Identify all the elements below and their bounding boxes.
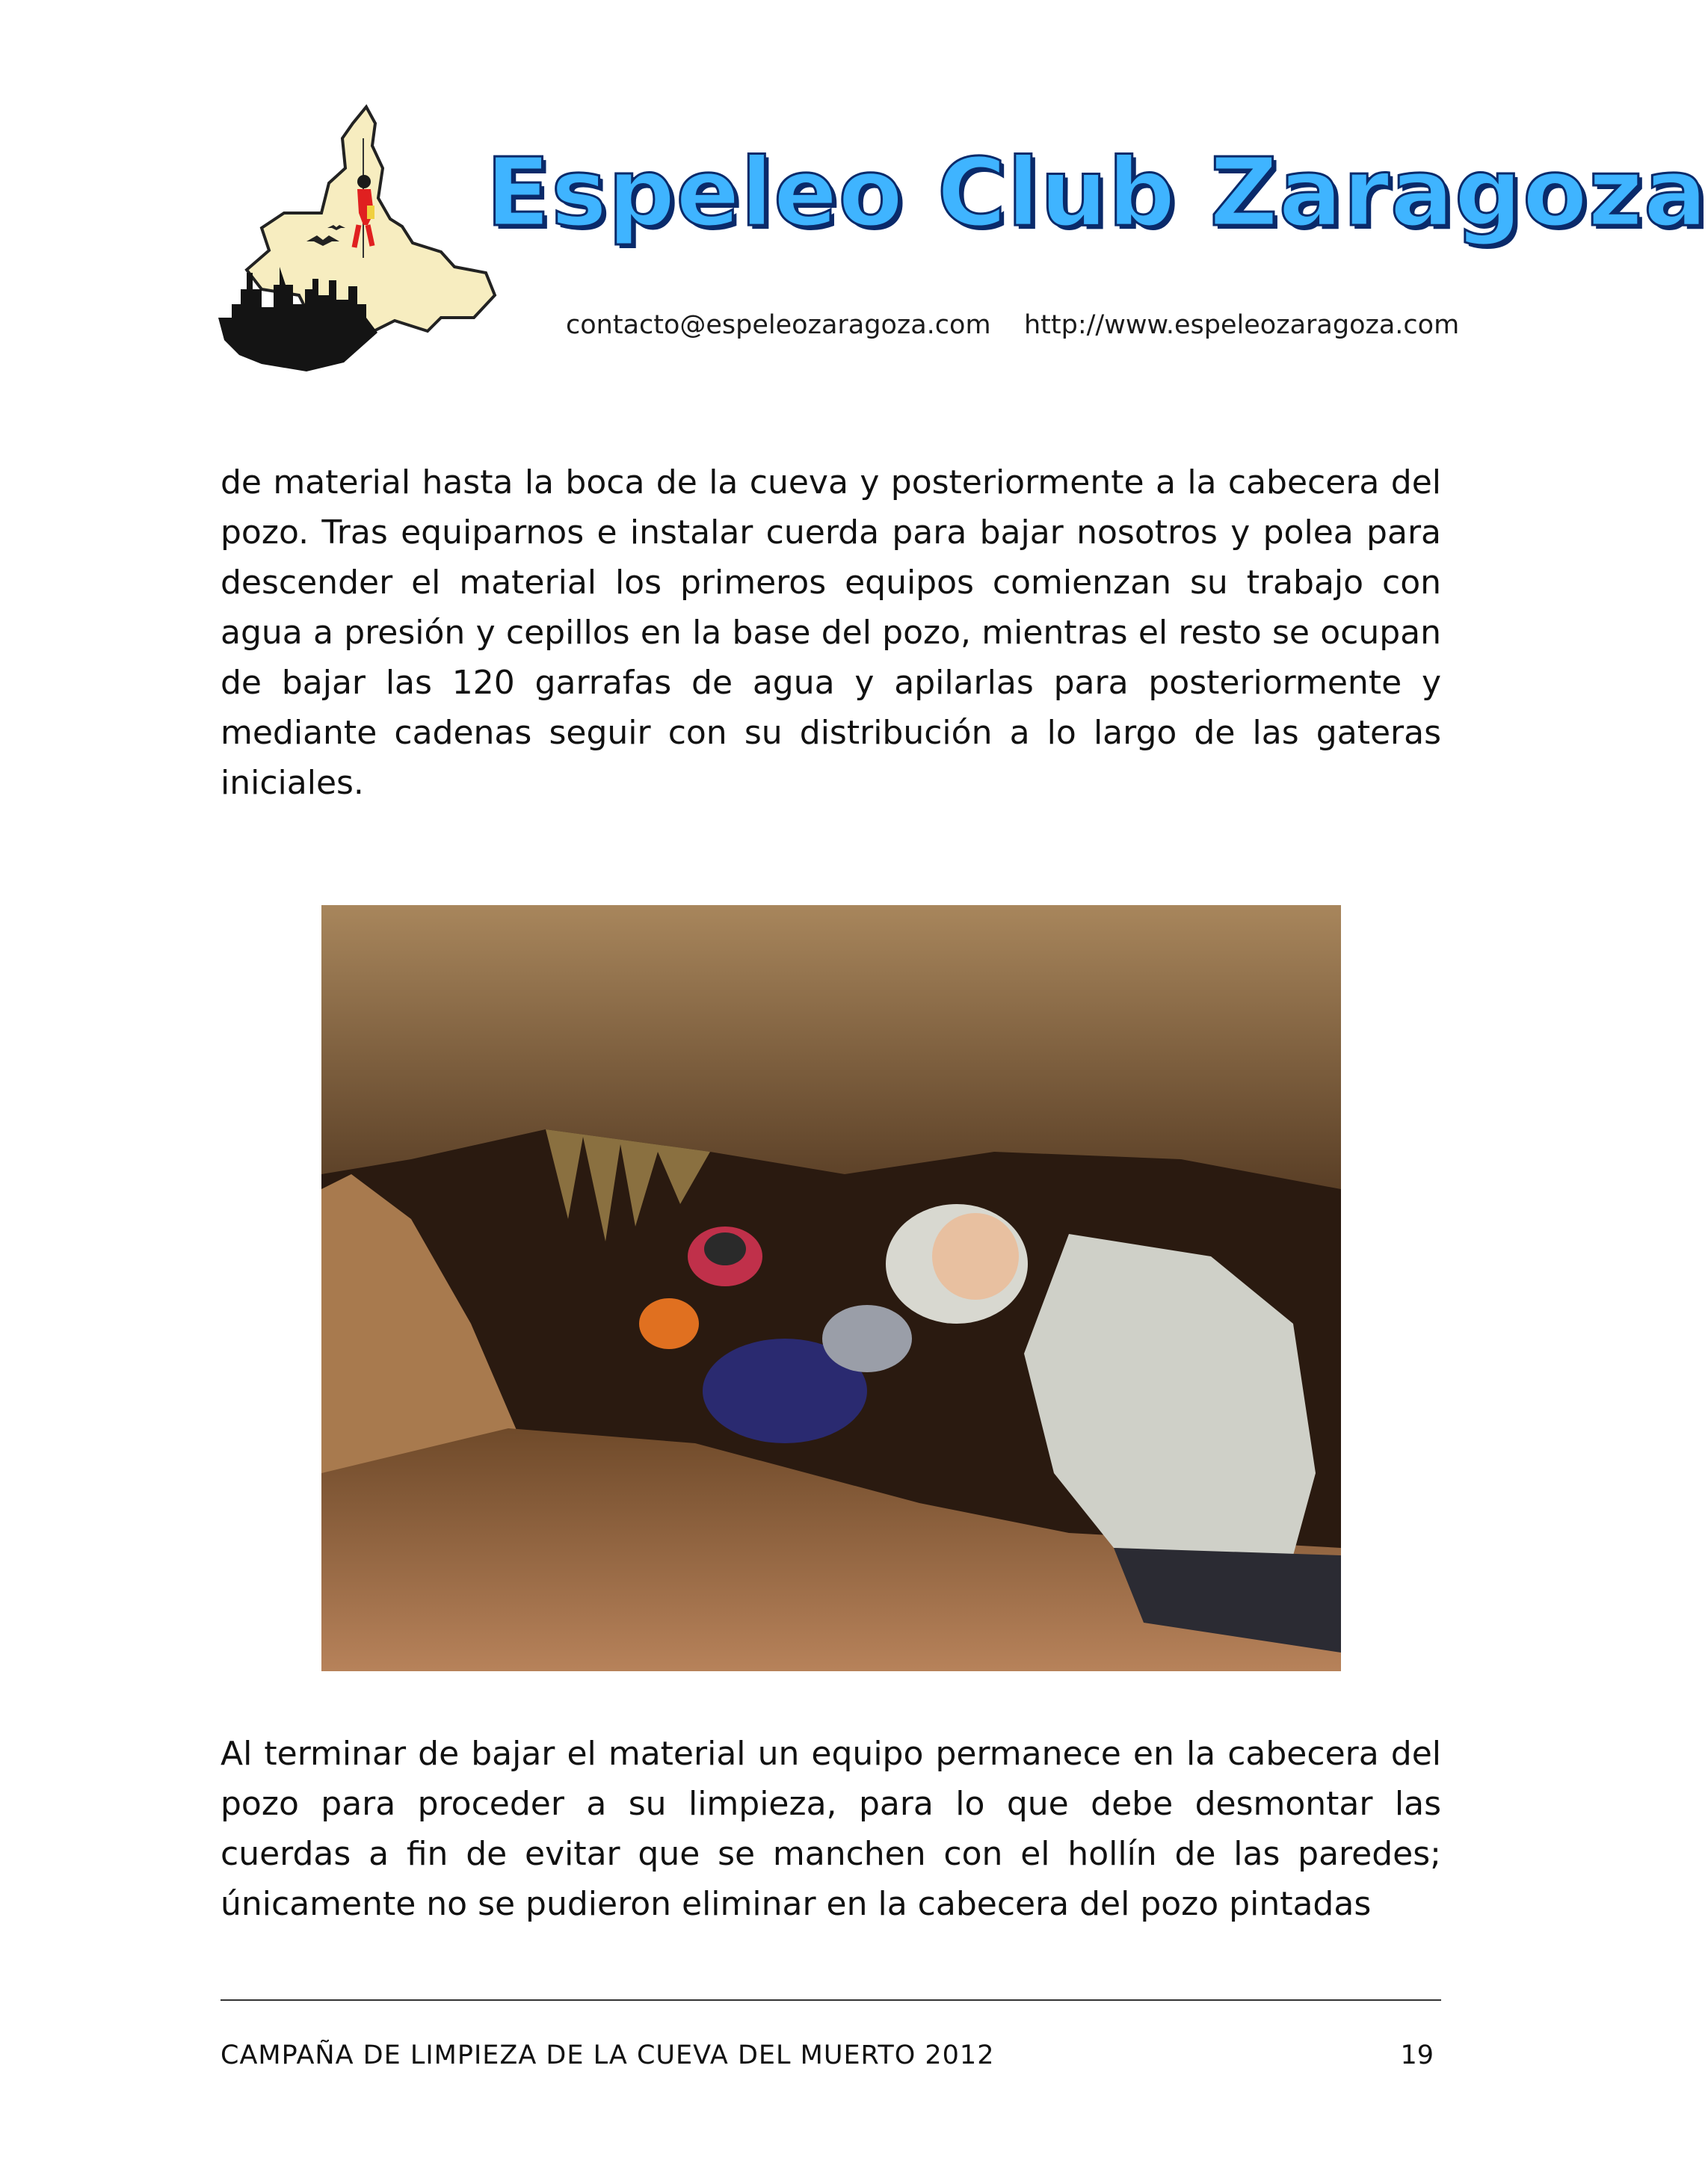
cave-photo	[321, 905, 1341, 1671]
footer-divider	[221, 1999, 1441, 2001]
club-logo	[217, 93, 516, 392]
body-paragraph-1: de material hasta la boca de la cueva y posteriormente a la cabecera del pozo. Tras equiparnos e instalar cuerda para bajar nosotros y polea para descender el material los primeros equipos comienzan su trabajo con agua a presión y cepillos en la base del pozo, mientras el resto se ocupan de bajar las 120 garrafas de agua y apilarlas para posteriormente y mediante cadenas seguir con su distribución a lo largo de las gateras iniciales.	[221, 463, 1441, 802]
page-number: 19	[1400, 2040, 1434, 2070]
footer-document-title: CAMPAÑA DE LIMPIEZA DE LA CUEVA DEL MUERTO 2012	[221, 2040, 995, 2070]
contact-email: contacto@espeleozaragoza.com	[566, 310, 991, 340]
club-title: Espeleo Club Zaragoza	[486, 138, 1708, 247]
body-paragraph-2: Al terminar de bajar el material un equipo permanece en la cabecera del pozo para proceder a su limpieza, para lo que debe desmontar las cuerdas a fin de evitar que se manchen con el hollín de las paredes; únicamente no se pudieron eliminar en la cabecera del pozo pintadas	[221, 1735, 1441, 1923]
website-url: http://www.espeleozaragoza.com	[1024, 310, 1460, 340]
page-header	[217, 93, 1708, 392]
